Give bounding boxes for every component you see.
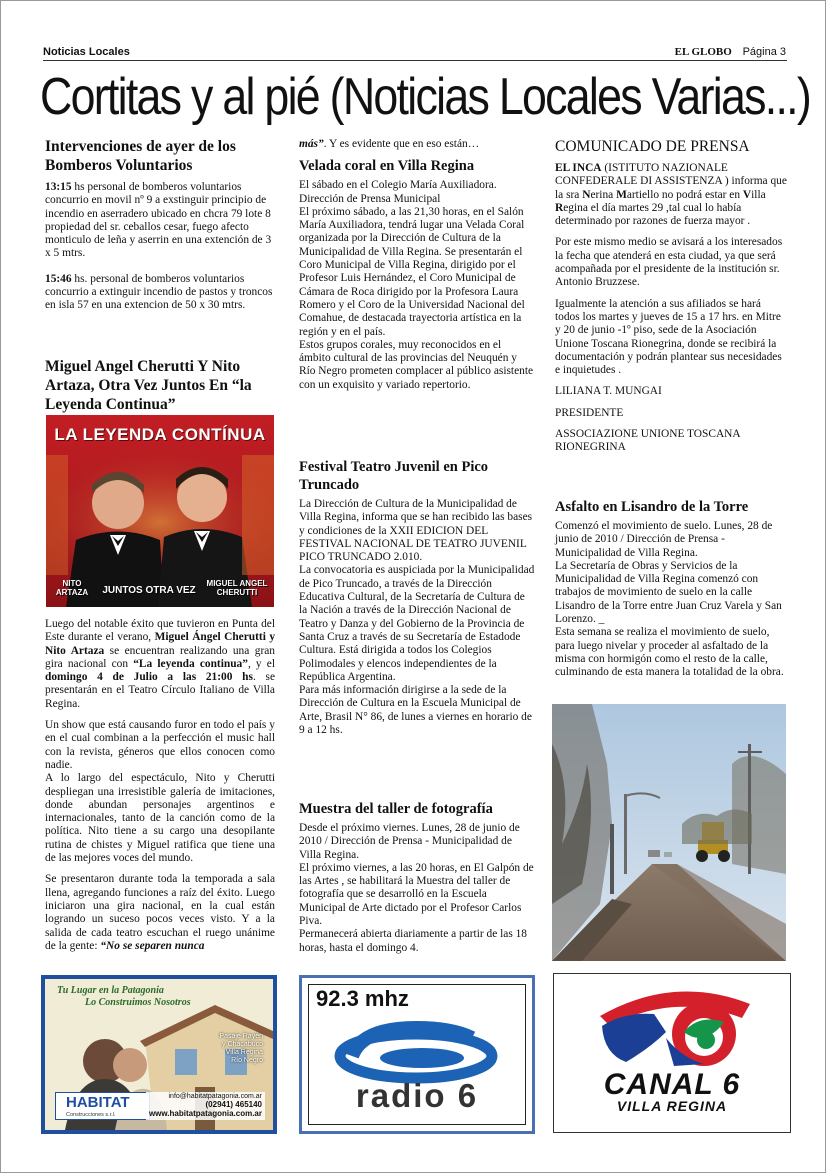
comunicado-paragraph-1: EL INCA (ISTITUTO NAZIONALE CONFEDERALE DI ASSISTENZA ) informa que la sra Nerina Martiello no podrá estar en Villa Regina el día martes 29 ,tal cual lo había determinado por razones de fuerza mayor . xyxy=(555,162,787,228)
poster-center-text: JUNTOS OTRA VEZ xyxy=(102,585,196,596)
muestra-title: Muestra del taller de fotografía xyxy=(299,801,493,817)
bomberos-paragraph-1: 13:15 hs personal de bomberos voluntarios concurrio en movil nº 9 a exstinguir principio de incendio en aserradero ubicado en chcra 79 lote 8 propiedad del sr. ceballos cesar, fuego afecto monticulo de leña y aserrin en una extención de 3 x 5 mtrs. xyxy=(45,181,272,260)
bomberos-paragraph-2: 15:46 hs. personal de bomberos voluntarios concurrio a extinguir incendio de pastos y troncos en isla 57 en una extencion de 50 x 30 mtrs. xyxy=(45,272,273,312)
asfalto-body: Comenzó el movimiento de suelo. Lunes, 28 de junio de 2010 / Dirección de Prensa - Municipalidad de Villa Regina. La Secretaría de Obras y Servicios de la Municipalidad de Villa Regina comenzó con trabajos de movimiento de suelo en la calle Lisandro de la Torre entre Juan Cruz Varela y San Lorenzo. _ Esta semana se realiza el movimiento de suelo, para luego nivelar y proceder al asfaltado de la misma con hormigón como el resto de la calle, culminando de esta manera la totalidad de la obra. xyxy=(555,520,784,679)
habitat-web: www.habitatpatagonia.com.ar xyxy=(148,1109,262,1118)
habitat-email: info@habitatpatagonia.com.ar xyxy=(168,1093,262,1100)
comunicado-paragraph-3: Igualmente la atención a sus afiliados se hará todos los martes y jueves de 15 a 17 hrs. en Mitre y 20 de junio -1º piso, sede de la Asociación Unione Toscana Rionegrina, donde se recibirá la documentación y podrán plantear sus necesidades e inquietudes . xyxy=(555,297,782,377)
bomberos-time-2: 15:46 xyxy=(45,272,72,285)
poster-right-name: MIGUEL ANGEL CHERUTTI xyxy=(206,579,268,597)
cherutti-continued: más”. Y es evidente que en eso están… xyxy=(299,138,480,150)
habitat-logo xyxy=(55,1092,150,1120)
festival-title: Festival Teatro Juvenil en Pico Truncado xyxy=(299,459,489,493)
habitat-logo-name: HABITAT xyxy=(66,1094,130,1111)
radio6-advertisement[interactable] xyxy=(299,975,535,1134)
velada-body: El sábado en el Colegio María Auxiliadora. Dirección de Prensa Municipal El próximo sábado, a las 21,30 horas, en el Salón María Auxiliadora, tendrá lugar una Velada Coral organizada por la Dirección de Cultura de la Municipalidad de Villa Regina. Se presentarán el Coro Municipal de Villa Regina, dirigido por el Profesor Luis Hernández, el Coro Municipal de Cámara de Roca dirigido por la Profesora Laura Romero y el Coro de la Universidad Nacional del Comahue, de destacada trayectoria artística en la región y en el país. Estos grupos corales, muy reconocidos en el ámbito cultural de las provincias del Neuquén y Río Negro prometen complacer al público asistente con un exquisito y variado repertorio. xyxy=(299,179,534,391)
cherutti-paragraph-1: Luego del notable éxito que tuvieron en Punta del Este durante el verano, Miguel Ángel Cherutti y Nito Artaza se encuentran realizando una gran gira nacional con “La leyenda continua”, y el domingo 4 de Julio a las 21:00 hs. se presentarán en el Teatro Círculo Italiano de Villa Regina. xyxy=(45,618,276,710)
canal6-advertisement[interactable] xyxy=(553,973,791,1133)
article-festival xyxy=(299,458,535,745)
comunicado-signature-org: ASSOCIAZIONE UNIONE TOSCANA RIONEGRINA xyxy=(555,428,741,454)
cherutti-paragraph-3: A lo largo del espectáculo, Nito y Cherutti despliegan una irresistible galería de imitaciones, donde abundan personajes argentinos e internacionales, tanto de la canción como de la política. Nito tiene a su cargo una desopilante rutina de chistes y Miguel ratifica que tiene una de las mejores voces del mundo. xyxy=(45,772,275,865)
comunicado-title: COMUNICADO DE PRENSA xyxy=(555,138,750,155)
poster-title: LA LEYENDA CONTÍNUA xyxy=(54,425,266,444)
page-title: Cortitas y al pié (Noticias Locales Varias...) xyxy=(40,68,811,126)
article-muestra xyxy=(299,800,535,963)
poster-left-name: NITO ARTAZA xyxy=(55,579,89,597)
bomberos-time-1: 13:15 xyxy=(45,181,72,193)
habitat-address: Pasaje Rayén y Chacabuco Villa Regina Río Negro xyxy=(219,1033,263,1064)
article-velada xyxy=(299,138,535,400)
canal6-subtitle: VILLA REGINA xyxy=(616,1098,728,1114)
page-number: Página 3 xyxy=(742,46,786,58)
comunicado-signature-role: PRESIDENTE xyxy=(555,406,624,419)
article-cherutti-header xyxy=(45,357,275,420)
cherutti-paragraph-2: Un show que está causando furor en todo el país y en el cual combinan a la perfección el music hall con la revista, géneros que ellos conocen como nadie. xyxy=(45,719,275,771)
habitat-contact xyxy=(146,1092,265,1120)
asfalto-title: Asfalto en Lisandro de la Torre xyxy=(555,499,749,515)
newspaper-name: EL GLOBO xyxy=(674,46,732,58)
canal6-name: CANAL 6 xyxy=(603,1068,741,1101)
article-bomberos xyxy=(45,137,275,321)
comunicado-paragraph-2: Por este mismo medio se avisará a los interesados la fecha que atenderá en esta ciudad, ya que será acompañada por el presidente de la institución sr. Antonio Bruzzese. xyxy=(555,236,783,289)
leyenda-continua-poster xyxy=(46,415,274,607)
habitat-advertisement[interactable] xyxy=(41,975,277,1134)
section-label: Noticias Locales xyxy=(43,46,130,58)
header-rule xyxy=(43,60,787,61)
cherutti-title: Miguel Angel Cherutti Y Nito Artaza, Otra Vez Juntos En “la Leyenda Continua” xyxy=(45,358,252,413)
street-works-photo xyxy=(552,704,786,961)
festival-body: La Dirección de Cultura de la Municipalidad de Villa Regina, informa que se han recibido las bases y condiciones de la XXII EDICION DEL FESTIVAL NACIONAL DE TEATRO JUVENIL PICO TRUNCADO 2.010. La convocatoria es auspiciada por la Municipalidad de Pico Truncado, a través de la Dirección Educativa Cultural, de la Secretaría de Cultura de la Nación a través de la Dirección Nacional de Teatro y Danza y del Gobierno de la Provincia de Santa Cruz a través de su Secretaría de Estadode Cultura. Está dirigida a todos los Colegios Polimodales y elencos independientes de la República Argentina. Para más información dirigirse a la sede de la Dirección de Cultura en la Escuela Municipal de Arte, Brasil N° 86, de lunes a viernes en horario de 9 a 12 hs. xyxy=(299,498,535,737)
muestra-body: Desde el próximo viernes. Lunes, 28 de junio de 2010 / Dirección de Prensa - Municipalidad de Villa Regina. El próximo viernes, a las 20 horas, en El Galpón de las Artes , se habilitará la Muestra del taller de fotografía que se desarrolló en la Escuela Municipal de Arte dictado por el Profesor Carlos Piva. Permanecerá abierta diariamente a partir de las 18 horas, hasta el domingo 4. xyxy=(299,822,534,954)
habitat-slogan: Tu Lugar en la Patagonia Lo Construimos Nosotros xyxy=(57,985,191,1008)
velada-title: Velada coral en Villa Regina xyxy=(299,158,475,175)
bomberos-title: Intervenciones de ayer de los Bomberos Voluntarios xyxy=(45,138,236,174)
habitat-phone: (02941) 465140 xyxy=(205,1100,262,1109)
article-cherutti-body xyxy=(45,618,275,961)
page-info xyxy=(675,46,786,58)
cherutti-paragraph-4: Se presentaron durante toda la temporada a sala llena, agregando funciones a raíz del éxito. Luego iniciaron una gira nacional, en la cual están logrando un suceso pocos veces visto. Y a la salida de cada teatro escuchan el ruego unánime de la gente: “No se separen nunca xyxy=(45,873,275,952)
article-comunicado xyxy=(555,137,787,463)
article-asfalto xyxy=(555,498,787,688)
comunicado-signature-name: LILIANA T. MUNGAI xyxy=(555,385,662,398)
habitat-logo-sub: Construcciones s.r.l. xyxy=(66,1112,116,1118)
radio6-frequency: 92.3 mhz xyxy=(316,986,409,1011)
radio6-name: radio 6 xyxy=(355,1077,479,1114)
